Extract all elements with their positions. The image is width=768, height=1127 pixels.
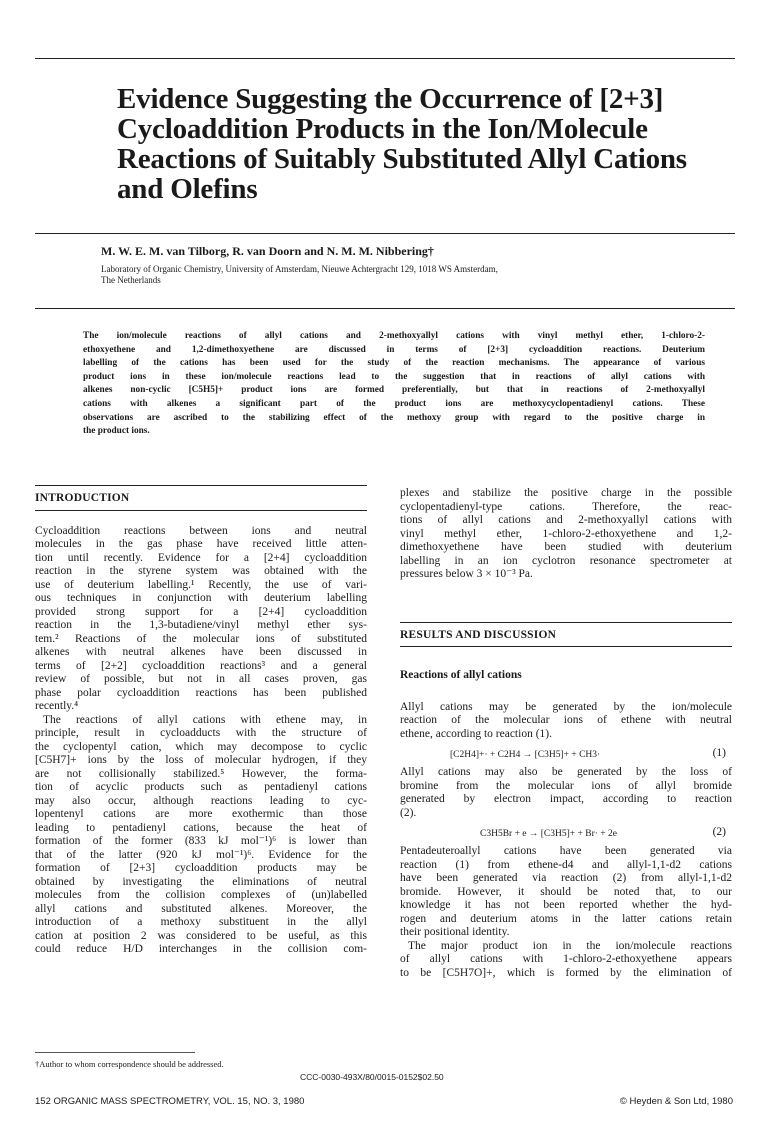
text-line: formation of [2+3] cycloaddition products may be [35, 862, 367, 874]
text-line: reaction in the 1,3-butadiene/vinyl methyl ether sys- [35, 619, 367, 631]
text-line: reaction in the styrene system was obtained with the [35, 565, 367, 577]
abstract-line: the product ions. [83, 426, 150, 437]
results-paragraph [400, 845, 732, 980]
text-line: cyclopentadienyl-type cations. Therefore, the reac- [400, 500, 732, 513]
text-line: Allyl cations may also be generated by the loss of [400, 766, 732, 778]
text-line: principle, result in cycloadducts with the structure of [35, 727, 367, 739]
text-line: tion of acyclic products such as pentadienyl cations [35, 781, 367, 793]
text-line: molecules from the collision complexes of (un)labelled [35, 889, 367, 901]
text-line: ous techniques in conjunction with deuterium labelling [35, 592, 367, 604]
text-line: are not collisionally stabilized.⁵ However, the forma- [35, 767, 367, 780]
text-line: tion until recently. Evidence for a [2+4] cycloaddition [35, 551, 367, 564]
section-heading-results [400, 622, 732, 648]
top-rule [35, 58, 735, 59]
equation-2 [400, 826, 732, 841]
abstract-line: product ions in these ion/molecule reactions lead to the suggestion that in reactions of allyl cations with [83, 371, 705, 382]
title-rule [35, 233, 735, 234]
text-line: alkenes with neutral alkenes have been discussed in [35, 646, 367, 658]
title-line: Evidence Suggesting the Occurrence of [2+3] [117, 83, 664, 115]
text-line: [C5H7]+ ions by the loss of molecular hydrogen, if they [35, 754, 367, 766]
text-line: generated by electron impact, according to reaction [400, 793, 732, 805]
affiliation-rule [35, 308, 735, 309]
text-line: Cycloaddition reactions between ions and neutral [35, 524, 367, 537]
text-line: knowledge it has not been reported whether the hyd- [400, 899, 732, 911]
abstract-line: labelling of the cations has been used for the study of the reaction mechanisms. The appearance of various [83, 358, 705, 369]
text-line: Allyl cations may be generated by the ion/molecule [400, 700, 732, 713]
text-line: the cyclopentyl cation, which may decompose to cyclic [35, 740, 367, 753]
text-line: allyl cations and substituted alkenes. Moreover, the [35, 902, 367, 915]
text-line: lopentenyl cations are more exothermic than those [35, 808, 367, 820]
abstract-line: ethoxyethene and 1,2-dimethoxyethene are discussed in terms of [2+3] cycloaddition reactions. Deuterium [83, 344, 705, 355]
copyright-footer: © Heyden & Son Ltd, 1980 [619, 1096, 733, 1107]
equation-text: [C2H4]+· + C2H4 → [C3H5]+ + CH3· [450, 750, 601, 760]
introduction-paragraph [35, 525, 367, 957]
text-line: formation of the former (833 kJ mol⁻¹)⁶ is lower than [35, 835, 367, 847]
equation-1 [400, 747, 732, 762]
affiliation-line: The Netherlands [101, 275, 161, 285]
text-line: terms of [2+2] cycloaddition reactions³ and a general [35, 659, 367, 672]
text-line: recently.⁴ [35, 700, 79, 712]
title-line: Cycloaddition Products in the Ion/Molecule [117, 113, 648, 145]
author-list: M. W. E. M. van Tilborg, R. van Doorn and N. M. M. Nibbering† [101, 244, 434, 258]
text-line: use of deuterium labelling.¹ Recently, the use of vari- [35, 578, 367, 591]
text-line: pressures below 3 × 10⁻³ Pa. [400, 568, 533, 580]
abstract-line: alkenes non-cyclic [C5H5]+ product ions are formed preferentially, but that in reactions of 2-methoxyallyl [83, 385, 705, 396]
equation-number: (2) [712, 826, 726, 838]
results-paragraph [400, 766, 732, 820]
text-line: bromide. However, it should be noted that, to our [400, 885, 732, 898]
text-line: reaction (1) from ethene-d4 and allyl-1,1-d2 cations [400, 858, 732, 871]
equation-number: (1) [712, 747, 726, 759]
text-line: molecules in the gas phase have received little atten- [35, 538, 367, 550]
text-line: tions of allyl cations and 2-methoxyallyl cations with [400, 514, 732, 526]
subsection-heading: Reactions of allyl cations [400, 669, 522, 681]
title-line: and Olefins [117, 173, 258, 205]
text-line: that of the latter (920 kJ mol⁻¹)⁶. Evidence for the [35, 848, 367, 861]
text-line: Pentadeuteroallyl cations have been generated via [400, 845, 732, 857]
text-line: labelling in an ion cyclotron resonance spectrometer at [400, 554, 732, 567]
journal-footer: 152 ORGANIC MASS SPECTROMETRY, VOL. 15, NO. 3, 1980 [35, 1096, 305, 1107]
text-line: The reactions of allyl cations with ethene may, in [43, 713, 367, 726]
issn-code: CCC-0030-493X/80/0015-0152$02.50 [300, 1072, 444, 1082]
results-paragraph [400, 701, 732, 742]
text-line: provided strong support for a [2+4] cycloaddition [35, 605, 367, 618]
affiliation-line: Laboratory of Organic Chemistry, University of Amsterdam, Nieuwe Achtergracht 129, 1018 WS Amsterdam, [101, 264, 498, 274]
text-line: leading to pentadienyl cations, because the heat of [35, 821, 367, 834]
title-line: Reactions of Suitably Substituted Allyl Cations [117, 143, 687, 175]
section-heading-introduction [35, 485, 367, 511]
text-line: bromine from the molecular ions of allyl bromide [400, 779, 732, 792]
text-line: could reduce H/D interchanges in the collision com- [35, 943, 367, 955]
text-line: cation at position 2 was considered to be useful, as this [35, 929, 367, 942]
text-line: ethene, according to reaction (1). [400, 727, 552, 740]
text-line: plexes and stabilize the positive charge in the possible [400, 487, 732, 499]
text-line: their positional identity. [400, 926, 510, 938]
text-line: may also occur, although reactions leading to cyc- [35, 794, 367, 807]
text-line: review of possible, but not in all cases proven, gas [35, 673, 367, 685]
text-line: have been generated via reaction (2) from allyl-1,1-d2 [400, 872, 732, 884]
text-line: obtained by investigating the eliminations of neutral [35, 875, 367, 888]
abstract [83, 330, 705, 439]
equation-text: C3H5Br + e → [C3H5]+ + Br· + 2e [480, 829, 617, 839]
text-line: rogen and deuterium atoms in the latter cations retain [400, 912, 732, 925]
text-line: The major product ion in the ion/molecule reactions [408, 939, 732, 952]
heading-text: RESULTS AND DISCUSSION [400, 628, 557, 641]
text-line: introduction of a methoxy substituent in the allyl [35, 916, 367, 928]
affiliation [101, 264, 498, 286]
left-column [35, 485, 367, 957]
text-line: phase polar cycloaddition reactions has been published [35, 686, 367, 699]
text-line: vinyl methyl ether, 1-chloro-2-ethoxyethene and 1,2- [400, 527, 732, 540]
text-line: tem.² Reactions of the molecular ions of substituted [35, 632, 367, 645]
author-footnote: †Author to whom correspondence should be addressed. [35, 1052, 195, 1069]
text-line: of allyl cations with 1-chloro-2-ethoxyethene appears [400, 953, 732, 965]
introduction-continued [400, 487, 732, 582]
heading-rule [35, 485, 367, 492]
text-line: reaction of the molecular ions of ethene with neutral [400, 714, 732, 726]
abstract-line: cations with alkenes a significant part of the product ions are methoxycyclopentadienyl cations. These [83, 398, 705, 409]
text-line: (2). [400, 806, 417, 819]
right-column [400, 487, 732, 980]
text-line: dimethoxyethene have been studied with deuterium [400, 541, 732, 553]
heading-rule [400, 622, 732, 629]
text-line: to be [C5H7O]+, which is formed by the elimination of [400, 966, 732, 979]
heading-text: INTRODUCTION [35, 492, 130, 504]
abstract-line: The ion/molecule reactions of allyl cations and 2-methoxyallyl cations with vinyl methyl ether, 1-chloro-2- [83, 331, 705, 341]
paper-title [117, 84, 707, 204]
abstract-line: observations are ascribed to the stabilizing effect of the methoxy group with regard to the positive charge in [83, 412, 705, 423]
